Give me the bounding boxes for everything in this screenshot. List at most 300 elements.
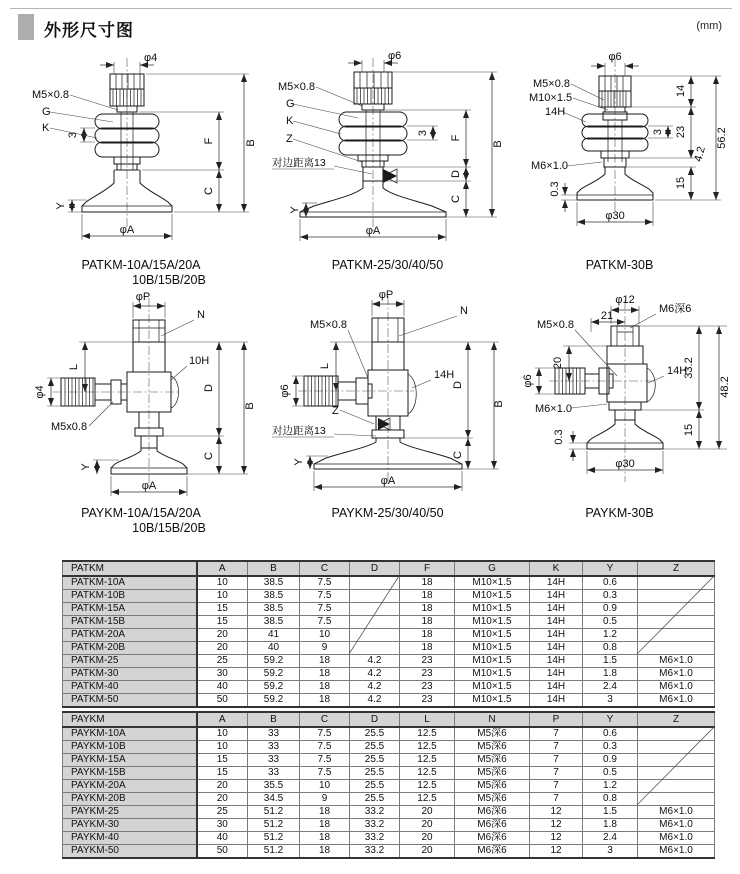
value-cell: 25.5 (350, 741, 400, 754)
caption-line2: 10B/15B/20B (132, 521, 206, 535)
value-cell: M6×1.0 (638, 681, 715, 694)
caption-line1: PAYKM-25/30/40/50 (331, 506, 444, 520)
value-cell (638, 603, 715, 616)
column-header: Y (583, 561, 638, 576)
label-dim15: 15 (675, 176, 687, 190)
label-d: D (450, 170, 462, 178)
value-cell: 12 (530, 806, 583, 819)
label-pitch: 3 (652, 128, 664, 136)
value-cell: 38.5 (248, 603, 300, 616)
label-k: K (286, 115, 294, 127)
label-dim42: 4.2 (692, 145, 708, 164)
column-header: P (530, 712, 583, 727)
value-cell: 7 (530, 767, 583, 780)
value-cell: M5深6 (455, 793, 530, 806)
value-cell: 25.5 (350, 727, 400, 741)
value-cell: 1.2 (583, 780, 638, 793)
label-thread2: M10×1.5 (529, 92, 573, 104)
drawing-cell-paykm-30b (509, 288, 730, 536)
column-header: A (197, 561, 248, 576)
value-cell: M6×1.0 (638, 668, 715, 681)
value-cell (638, 629, 715, 642)
value-cell: M10×1.5 (455, 681, 530, 694)
value-cell: 1.8 (583, 819, 638, 832)
patkm-table-wrap (62, 560, 714, 708)
value-cell: 14H (530, 642, 583, 655)
page-title: 外形尺寸图 (44, 21, 134, 40)
value-cell: 15 (197, 603, 248, 616)
value-cell: 14H (530, 616, 583, 629)
value-cell: M5深6 (455, 741, 530, 754)
value-cell (350, 616, 400, 629)
value-cell: 59.2 (248, 681, 300, 694)
value-cell: 20 (400, 832, 455, 845)
model-cell: PAYKM-20A (63, 780, 197, 793)
value-cell: 40 (248, 642, 300, 655)
label-hex: 10H (189, 355, 210, 367)
label-depth: M6深6 (659, 303, 692, 315)
model-cell: PAYKM-10B (63, 741, 197, 754)
value-cell: 20 (197, 642, 248, 655)
label-b: B (244, 139, 257, 147)
value-cell: 0.8 (583, 642, 638, 655)
label-pitch: 3 (417, 129, 429, 137)
label-c: C (450, 195, 462, 203)
label-phi-top: φ4 (143, 52, 157, 64)
value-cell: 30 (197, 668, 248, 681)
value-cell: 12 (530, 845, 583, 859)
value-cell: M6×1.0 (638, 845, 715, 859)
value-cell: M6深6 (455, 845, 530, 859)
column-header: Z (638, 561, 715, 576)
label-phi-top: φ12 (615, 294, 635, 306)
label-total: 48.2 (719, 376, 731, 398)
model-cell: PAYKM-40 (63, 832, 197, 845)
label-n: N (197, 309, 205, 321)
label-b: B (244, 402, 256, 410)
value-cell: 59.2 (248, 655, 300, 668)
value-cell: 33 (248, 727, 300, 741)
label-thread1: M5×0.8 (533, 78, 570, 90)
table-row (63, 754, 715, 767)
label-pitch: 3 (66, 131, 79, 139)
value-cell: 0.5 (583, 616, 638, 629)
value-cell: 3 (583, 694, 638, 708)
table-row (63, 845, 715, 859)
value-cell: 33.2 (350, 832, 400, 845)
label-phi-a: φ30 (605, 210, 625, 222)
part-outline (82, 58, 172, 228)
table-row (63, 819, 715, 832)
value-cell: 23 (400, 681, 455, 694)
part-outline (300, 58, 446, 231)
table-row (63, 780, 715, 793)
label-f: F (450, 134, 462, 142)
value-cell: 20 (197, 780, 248, 793)
label-hex: 14H (667, 365, 688, 377)
value-cell: 18 (300, 845, 350, 859)
model-cell: PAYKM-15B (63, 767, 197, 780)
label-thread3: M6×1.0 (531, 160, 568, 172)
value-cell: 23 (400, 668, 455, 681)
value-cell: 14H (530, 629, 583, 642)
label-z: Z (286, 133, 293, 145)
value-cell: 12.5 (400, 727, 455, 741)
value-cell: 38.5 (248, 616, 300, 629)
label-b: B (492, 140, 504, 148)
table-row (63, 590, 715, 603)
section-marker (18, 14, 34, 40)
value-cell: 18 (300, 832, 350, 845)
model-cell: PAYKM-10A (63, 727, 197, 741)
drawing-cell-patkm-30b (509, 50, 730, 288)
value-cell: M6×1.0 (638, 655, 715, 668)
table-row (63, 741, 715, 754)
label-phi-a: φA (119, 224, 134, 236)
value-cell: 7.5 (300, 590, 350, 603)
caption (76, 258, 206, 288)
value-cell: 20 (197, 629, 248, 642)
model-cell: PATKM-50 (63, 694, 197, 708)
value-cell: 7.5 (300, 754, 350, 767)
value-cell: 0.5 (583, 767, 638, 780)
label-thread2: M6×1.0 (535, 403, 572, 415)
value-cell: 14H (530, 668, 583, 681)
value-cell: 59.2 (248, 694, 300, 708)
label-y: Y (54, 202, 67, 210)
value-cell: M5深6 (455, 754, 530, 767)
label-phi-top: φ6 (388, 50, 402, 62)
value-cell: M10×1.5 (455, 655, 530, 668)
value-cell: M5深6 (455, 727, 530, 741)
label-l: L (318, 362, 331, 370)
caption-line1: PATKM-25/30/40/50 (331, 258, 444, 272)
label-dim332: 33.2 (683, 357, 695, 379)
caption-line1: PAYKM-10A/15A/20A (81, 506, 201, 520)
label-lip: 0.3 (549, 181, 561, 197)
value-cell: 18 (400, 590, 455, 603)
value-cell: 7.5 (300, 603, 350, 616)
value-cell: 4.2 (350, 668, 400, 681)
dimension-lines (561, 63, 721, 226)
value-cell: 18 (400, 603, 455, 616)
value-cell (350, 576, 400, 590)
value-cell: 0.3 (583, 590, 638, 603)
label-thread: M5x0.8 (51, 421, 88, 433)
caption-line2: 10B/15B/20B (132, 273, 206, 287)
part-outline (577, 58, 653, 218)
value-cell: 50 (197, 845, 248, 859)
caption (586, 258, 654, 273)
drawing-cell-paykm-a (16, 288, 266, 536)
label-g: G (286, 98, 295, 110)
drawing-paykm-25 (268, 288, 508, 503)
label-z: Z (331, 405, 339, 417)
column-header: D (350, 712, 400, 727)
table-row (63, 616, 715, 629)
value-cell: 15 (197, 616, 248, 629)
value-cell: 7 (530, 727, 583, 741)
value-cell: 1.2 (583, 629, 638, 642)
table-row (63, 642, 715, 655)
value-cell: 12 (530, 819, 583, 832)
label-phi-a: φA (380, 475, 395, 487)
value-cell: 12.5 (400, 741, 455, 754)
model-cell: PAYKM-50 (63, 845, 197, 859)
value-cell: 2.4 (583, 832, 638, 845)
label-total: 56.2 (716, 127, 728, 149)
table-row (63, 576, 715, 590)
value-cell: 0.9 (583, 754, 638, 767)
column-header: B (248, 712, 300, 727)
label-d: D (451, 381, 464, 389)
label-phi-side: φ4 (34, 385, 46, 399)
value-cell: 7.5 (300, 576, 350, 590)
value-cell: 18 (400, 576, 455, 590)
value-cell: 51.2 (248, 819, 300, 832)
label-lip: 0.3 (553, 429, 565, 445)
value-cell: 12 (530, 832, 583, 845)
value-cell: 51.2 (248, 832, 300, 845)
value-cell: 25.5 (350, 754, 400, 767)
label-phi-side: φ6 (278, 384, 291, 398)
column-header: C (300, 561, 350, 576)
value-cell: 10 (197, 590, 248, 603)
value-cell: 14H (530, 655, 583, 668)
value-cell: 0.8 (583, 793, 638, 806)
model-cell: PATKM-40 (63, 681, 197, 694)
table-row (63, 681, 715, 694)
value-cell: 9 (300, 642, 350, 655)
value-cell: 35.5 (248, 780, 300, 793)
label-l: L (68, 363, 80, 371)
table-title-cell: PATKM (63, 561, 197, 576)
paykm-table (62, 711, 715, 859)
value-cell: 10 (300, 780, 350, 793)
model-cell: PAYKM-30 (63, 819, 197, 832)
value-cell: 7 (530, 780, 583, 793)
column-header: C (300, 712, 350, 727)
label-d: D (203, 384, 215, 392)
value-cell: 12.5 (400, 793, 455, 806)
label-dim15: 15 (683, 423, 695, 437)
column-header: F (400, 561, 455, 576)
table-row (63, 629, 715, 642)
value-cell: 18 (300, 806, 350, 819)
label-y: Y (289, 206, 301, 214)
value-cell: 9 (300, 793, 350, 806)
drawing-cell-patkm-25 (266, 50, 509, 288)
value-cell (638, 793, 715, 806)
value-cell: M6×1.0 (638, 832, 715, 845)
model-cell: PATKM-10A (63, 576, 197, 590)
dimension-drawings (16, 50, 730, 536)
drawing-patkm-30b (507, 50, 732, 255)
value-cell: 12.5 (400, 754, 455, 767)
value-cell: 38.5 (248, 590, 300, 603)
value-cell: 10 (300, 629, 350, 642)
value-cell: 1.8 (583, 668, 638, 681)
value-cell: 20 (400, 806, 455, 819)
label-n: N (459, 305, 468, 317)
column-header: K (530, 561, 583, 576)
label-hex: 14H (545, 106, 566, 118)
value-cell: 18 (400, 616, 455, 629)
value-cell: 4.2 (350, 655, 400, 668)
value-cell (638, 576, 715, 590)
table-row (63, 793, 715, 806)
drawing-paykm-30b (507, 288, 732, 503)
table-row (63, 806, 715, 819)
model-cell: PATKM-25 (63, 655, 197, 668)
value-cell: 7.5 (300, 741, 350, 754)
value-cell (350, 590, 400, 603)
dimension-lines (50, 62, 249, 240)
paykm-table-wrap (62, 711, 714, 859)
value-cell: M5深6 (455, 767, 530, 780)
value-cell: 25.5 (350, 780, 400, 793)
value-cell: 10 (197, 741, 248, 754)
value-cell: 18 (300, 668, 350, 681)
model-cell: PATKM-20B (63, 642, 197, 655)
value-cell: 18 (400, 629, 455, 642)
label-dim21: 21 (600, 310, 614, 322)
label-thread: M5×0.8 (278, 81, 315, 93)
label-g: G (41, 106, 51, 118)
value-cell: 0.3 (583, 741, 638, 754)
label-dim23: 23 (675, 125, 687, 139)
value-cell: 25.5 (350, 767, 400, 780)
value-cell: M6×1.0 (638, 806, 715, 819)
value-cell: 18 (300, 819, 350, 832)
value-cell: M5深6 (455, 780, 530, 793)
value-cell: 0.6 (583, 727, 638, 741)
label-phi-side: φ6 (522, 374, 534, 388)
value-cell: 25 (197, 655, 248, 668)
table-row (63, 603, 715, 616)
value-cell: 0.6 (583, 576, 638, 590)
value-cell: M10×1.5 (455, 694, 530, 708)
header-row (63, 712, 715, 727)
caption-line1: PATKM-30B (585, 258, 654, 272)
value-cell: M10×1.5 (455, 668, 530, 681)
value-cell: 40 (197, 681, 248, 694)
column-header: N (455, 712, 530, 727)
model-cell: PAYKM-25 (63, 806, 197, 819)
value-cell (638, 642, 715, 655)
label-phi-a: φA (365, 225, 381, 237)
value-cell: 4.2 (350, 681, 400, 694)
value-cell: 59.2 (248, 668, 300, 681)
caption-line1: PAYKM-30B (585, 506, 654, 520)
header-row (63, 561, 715, 576)
model-cell: PAYKM-20B (63, 793, 197, 806)
label-flat-distance: 对边距离13 (272, 157, 326, 169)
table-row (63, 655, 715, 668)
value-cell: 3 (583, 845, 638, 859)
caption (585, 506, 653, 521)
table-row (63, 767, 715, 780)
value-cell: 15 (197, 754, 248, 767)
label-k: K (41, 122, 49, 134)
value-cell (638, 741, 715, 754)
caption (331, 506, 443, 521)
model-cell: PATKM-15B (63, 616, 197, 629)
label-hex: 14H (433, 369, 454, 381)
label-flat-distance: 对边距离13 (271, 425, 326, 437)
value-cell: 7.5 (300, 616, 350, 629)
value-cell: M6深6 (455, 832, 530, 845)
value-cell: 33.2 (350, 819, 400, 832)
column-header: A (197, 712, 248, 727)
value-cell: 33 (248, 754, 300, 767)
column-header: Y (583, 712, 638, 727)
value-cell: 20 (400, 819, 455, 832)
value-cell: 50 (197, 694, 248, 708)
column-header: D (350, 561, 400, 576)
value-cell: 51.2 (248, 845, 300, 859)
value-cell (350, 603, 400, 616)
value-cell: 1.5 (583, 655, 638, 668)
value-cell: 7.5 (300, 767, 350, 780)
model-cell: PATKM-10B (63, 590, 197, 603)
value-cell: 7 (530, 741, 583, 754)
value-cell: 7 (530, 754, 583, 767)
dimension-lines (47, 302, 248, 496)
table-row (63, 832, 715, 845)
value-cell: 18 (300, 681, 350, 694)
caption-line1: PATKM-10A/15A/20A (81, 258, 201, 272)
column-header: L (400, 712, 455, 727)
value-cell (638, 727, 715, 741)
column-header: B (248, 561, 300, 576)
value-cell: M10×1.5 (455, 629, 530, 642)
part-outline (53, 298, 187, 488)
label-y: Y (292, 458, 305, 466)
value-cell: M10×1.5 (455, 576, 530, 590)
value-cell: 14H (530, 694, 583, 708)
value-cell: 14H (530, 590, 583, 603)
value-cell: 10 (197, 727, 248, 741)
value-cell: 30 (197, 819, 248, 832)
value-cell: 41 (248, 629, 300, 642)
value-cell: M6×1.0 (638, 694, 715, 708)
table-row (63, 668, 715, 681)
value-cell: M10×1.5 (455, 603, 530, 616)
value-cell: 2.4 (583, 681, 638, 694)
value-cell: 20 (400, 845, 455, 859)
model-cell: PATKM-30 (63, 668, 197, 681)
value-cell: 15 (197, 767, 248, 780)
label-phi-a: φ30 (615, 458, 635, 470)
label-thread: M5×0.8 (309, 319, 347, 331)
value-cell: 14H (530, 603, 583, 616)
label-b: B (492, 400, 505, 408)
top-rule (10, 8, 732, 9)
value-cell: 0.9 (583, 603, 638, 616)
value-cell: 25 (197, 806, 248, 819)
value-cell: M10×1.5 (455, 616, 530, 629)
caption (76, 506, 206, 536)
column-header: Z (638, 712, 715, 727)
label-phi-top: φ6 (608, 51, 622, 63)
value-cell: 33.2 (350, 845, 400, 859)
label-c: C (202, 187, 215, 195)
value-cell (638, 590, 715, 603)
value-cell: 23 (400, 655, 455, 668)
model-cell: PATKM-15A (63, 603, 197, 616)
value-cell: 18 (400, 642, 455, 655)
